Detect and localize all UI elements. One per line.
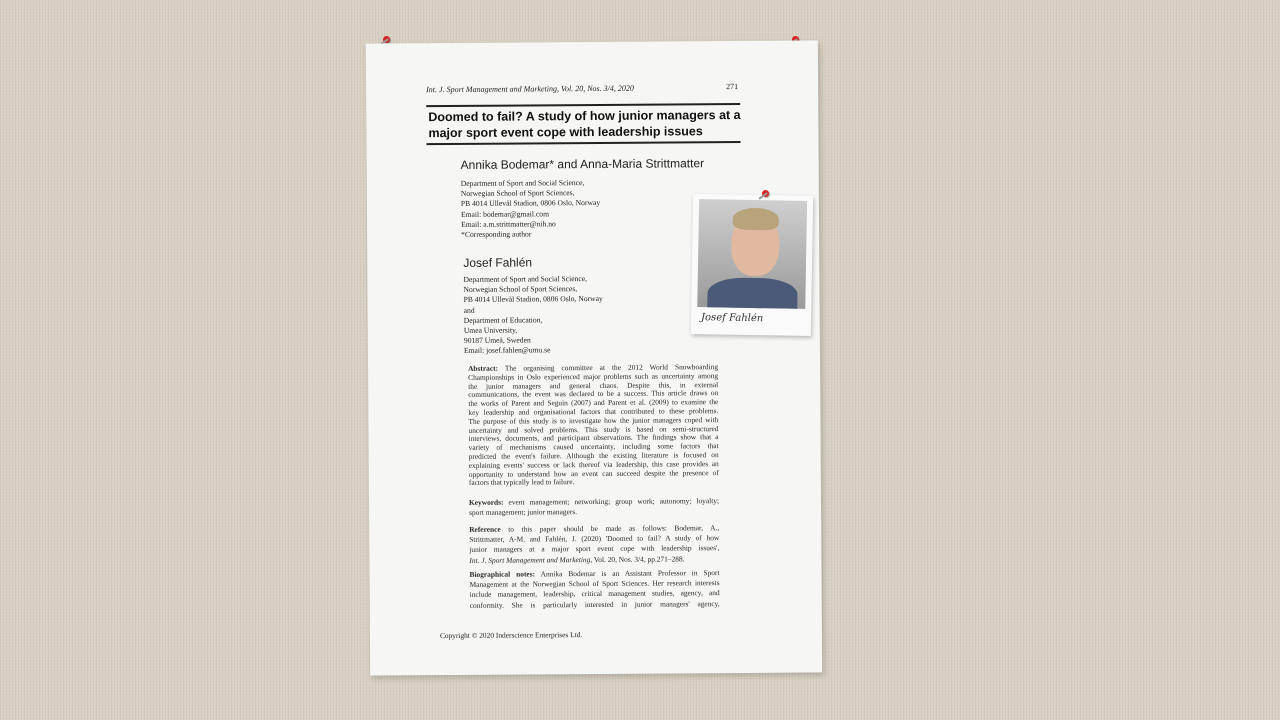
copyright: Copyright © 2020 Inderscience Enterprises Ltd.	[439, 630, 583, 641]
paper-title: Doomed to fail? A study of how junior managers at a major sport event cope with leadership issues	[428, 107, 741, 141]
paper-page	[366, 40, 822, 675]
affiliation-secondary: Department of Sport and Social Science, Norwegian School of Sport Sciences, PB 4014 Ullevål Stadion, 0806 Oslo, Norway and Department of Education, Umea University, 90187 Umeå, Sweden Email: josef.fahlen@umu.se	[463, 274, 603, 356]
biographical-notes: Biographical notes: Annika Bodemar is an Assistant Professor in Sport Management at the Norwegian School of Sport Sciences. Her research interests include management, leadership, critical management studies, agency, and conformity. She is particularly interested in junior managers' agency,	[469, 568, 720, 610]
divider	[426, 141, 740, 145]
page-number: 271	[726, 81, 739, 92]
polaroid-photo	[691, 194, 813, 336]
author-secondary: Josef Fahlén	[463, 255, 533, 270]
affiliation-primary: Department of Sport and Social Science, Norwegian School of Sport Sciences, PB 4014 Ullevål Stadion, 0806 Oslo, Norway Email: bodemar@gmail.com Email: a.m.strittmatter@nih.no *Corresponding author	[460, 178, 601, 239]
authors-primary: Annika Bodemar* and Anna-Maria Strittmatter	[460, 156, 705, 172]
reference: Reference to this paper should be made as follows: Bodemar, A., Strittmatter, A-M. and Fahlén, J. (2020) 'Doomed to fail? A study of how junior managers at a major sport event cope with leadership issues', Int. J. Sport Management and Marketing, Vol. 20, Nos. 3/4, pp.271–288.	[469, 523, 720, 565]
journal-header: Int. J. Sport Management and Marketing, Vol. 20, Nos. 3/4, 2020	[426, 83, 634, 95]
keywords: Keywords: event management; networking; group work; autonomy; loyalty; sport management; junior managers.	[468, 496, 720, 518]
abstract: Abstract: The organising committee at the 2012 World Snowboarding Championships in Oslo experienced major problems such as uncertainty among the junior managers and general chaos. Despite this, in external communications, the event was declared to be a success. This article draws on the works of Parent and Seguin (2007) and Parent et al. (2009) to examine the key leadership and organisational factors that contributed to these problems. The purpose of this study is to investigate how the junior managers coped with uncertainty and solved problems. This study is based on semi-structured interviews, documents, and participant observations. The findings show that a variety of mechanisms caused uncertainty, including some factors that predicted the event's failure. Although the existing literature is focused on explaining events' success or lack thereof via leadership, this case provides an opportunity to understand how an event can succeed despite the presence of factors that typically lead to failure.	[468, 362, 719, 488]
portrait-photo	[697, 199, 807, 309]
pushpin-icon	[383, 36, 390, 43]
pushpin-icon	[762, 190, 769, 197]
photo-caption: Josef Fahlén	[700, 312, 764, 325]
